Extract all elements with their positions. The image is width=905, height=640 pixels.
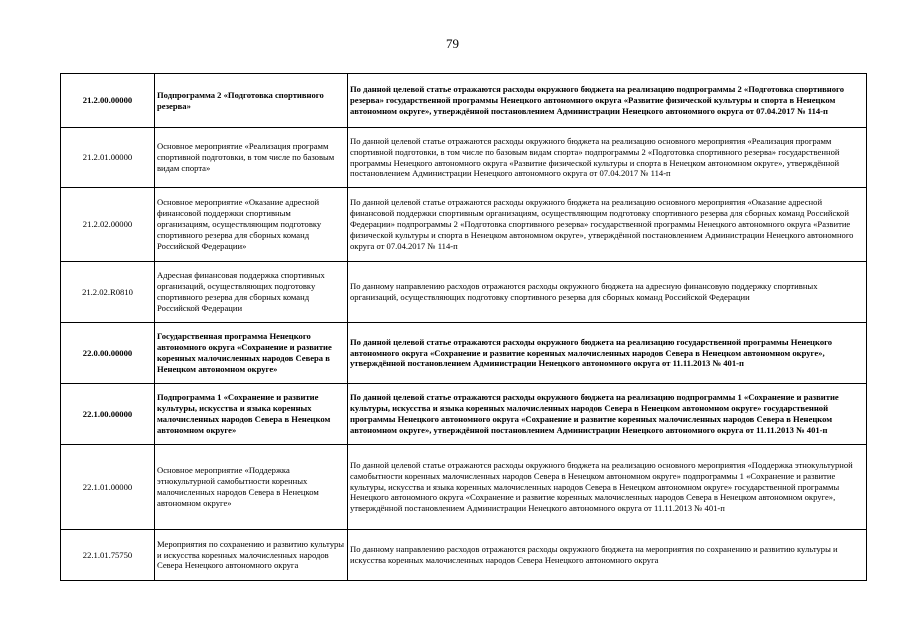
row-code: 21.2.02.R0810 [61,262,155,323]
table-row [61,384,867,445]
table-row [61,262,867,323]
table-row [61,530,867,581]
table-row [61,445,867,530]
row-description: По данному направлению расходов отражаются расходы окружного бюджета на мероприятия по сохранению и развитию культуры и искусства коренных малочисленных народов Севера Ненецкого автономного округа [348,530,867,581]
row-name: Адресная финансовая поддержка спортивных организаций, осуществляющих подготовку спортивного резерва для сборных команд Российской Федерации [155,262,348,323]
row-description: По данной целевой статье отражаются расходы окружного бюджета на реализацию основного мероприятия «Поддержка этнокультурной самобытности коренных малочисленных народов Севера в Ненецком автономном округе» подпрограммы 1 «Сохранение и развитие культуры, искусства и языка коренных малочисленных народов Севера в Ненецком автономном округе» государственной программы Ненецкого автономного округа «Сохранение и развитие коренных малочисленных народов Севера в Ненецком автономном округе», утверждённой постановлением Администрации Ненецкого автономного округа от 11.11.2013 № 401-п [348,445,867,530]
row-name: Основное мероприятие «Реализация программ спортивной подготовки, в том числе по базовым видам спорта» [155,128,348,188]
row-code: 21.2.01.00000 [61,128,155,188]
row-name: Государственная программа Ненецкого автономного округа «Сохранение и развитие коренных малочисленных народов Севера в Ненецком автономном округе» [155,323,348,384]
row-name: Мероприятия по сохранению и развитию культуры и искусства коренных малочисленных народов Севера Ненецкого автономного округа [155,530,348,581]
row-description: По данной целевой статье отражаются расходы окружного бюджета на реализацию основного мероприятия «Реализация программ спортивной подготовки, в том числе по базовым видам спорта» подпрограммы 2 «Подготовка спортивного резерва» государственной программы Ненецкого автономного округа «Развитие физической культуры и спорта в Ненецком автономном округе», утверждённой постановлением Администрации Ненецкого автономного округа от 07.04.2017 № 114-п [348,128,867,188]
row-code: 22.1.01.00000 [61,445,155,530]
row-description: По данному направлению расходов отражаются расходы окружного бюджета на адресную финансовую поддержку спортивных организаций, осуществляющих подготовку спортивного резерва для сборных команд Российской Федерации [348,262,867,323]
row-name: Подпрограмма 1 «Сохранение и развитие культуры, искусства и языка коренных малочисленных народов Севера в Ненецком автономном округе» [155,384,348,445]
row-name: Подпрограмма 2 «Подготовка спортивного резерва» [155,74,348,128]
row-code: 21.2.02.00000 [61,188,155,262]
page-number: 79 [446,36,459,51]
row-code: 22.0.00.00000 [61,323,155,384]
row-description: По данной целевой статье отражаются расходы окружного бюджета на реализацию государственной программы Ненецкого автономного округа «Сохранение и развитие коренных малочисленных народов Севера в Ненецком автономном округе», утверждённой постановлением Администрации Ненецкого автономного округа от 11.11.2013 № 401-п [348,323,867,384]
row-description: По данной целевой статье отражаются расходы окружного бюджета на реализацию подпрограммы 1 «Сохранение и развитие культуры, искусства и языка коренных малочисленных народов Севера в Ненецком автономном округе» государственной программы Ненецкого автономного округа «Сохранение и развитие коренных малочисленных народов Севера в Ненецком автономном округе», утверждённой постановлением Администрации Ненецкого автономного округа от 11.11.2013 № 401-п [348,384,867,445]
table-row [61,74,867,128]
table-row [61,323,867,384]
row-name: Основное мероприятие «Поддержка этнокультурной самобытности коренных малочисленных народов Севера в Ненецком автономном округе» [155,445,348,530]
table-row [61,128,867,188]
row-code: 22.1.00.00000 [61,384,155,445]
table-row [61,188,867,262]
row-code: 21.2.00.00000 [61,74,155,128]
row-code: 22.1.01.75750 [61,530,155,581]
target-articles-table [60,73,867,581]
row-description: По данной целевой статье отражаются расходы окружного бюджета на реализацию подпрограммы 2 «Подготовка спортивного резерва» государственной программы Ненецкого автономного округа «Развитие физической культуры и спорта в Ненецком автономном округе», утверждённой постановлением Администрации Ненецкого автономного округа от 07.04.2017 № 114-п [348,74,867,128]
row-name: Основное мероприятие «Оказание адресной финансовой поддержки спортивным организациям, осуществляющим подготовку спортивного резерва для сборных команд Российской Федерации» [155,188,348,262]
row-description: По данной целевой статье отражаются расходы окружного бюджета на реализацию основного мероприятия «Оказание адресной финансовой поддержки спортивным организациям, осуществляющим подготовку спортивного резерва для сборных команд Российской Федерации» подпрограммы 2 «Подготовка спортивного резерва» государственной программы Ненецкого автономного округа «Развитие физической культуры и спорта в Ненецком автономном округе», утверждённой постановлением Администрации Ненецкого автономного округа от 07.04.2017 № 114-п [348,188,867,262]
